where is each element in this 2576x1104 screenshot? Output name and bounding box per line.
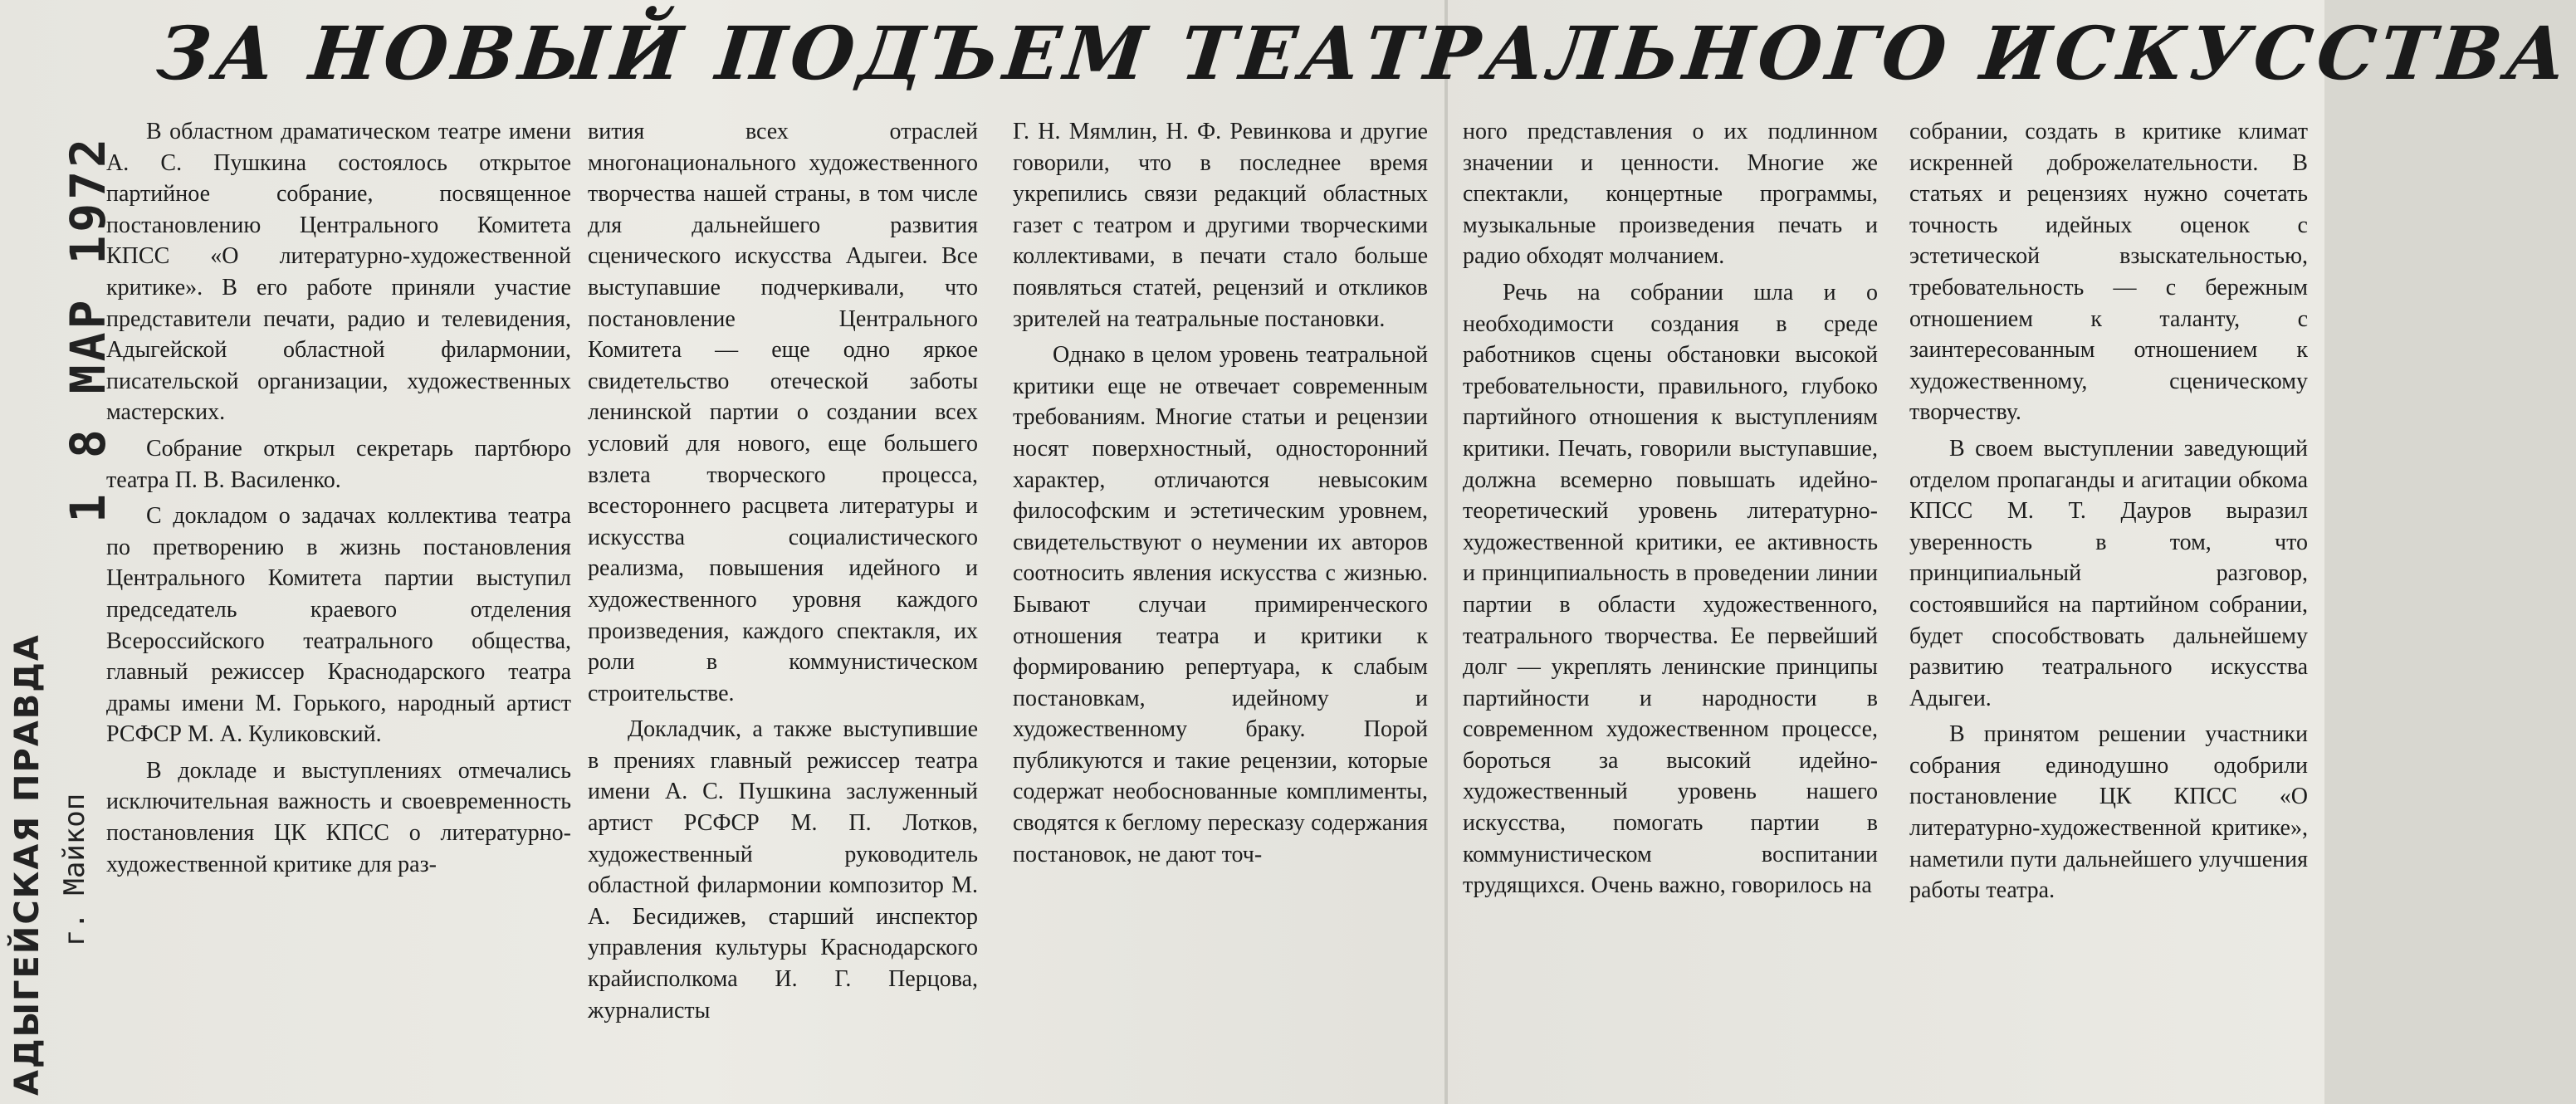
- paper-seam: [1444, 0, 1448, 1104]
- paragraph: Г. Н. Мямлин, Н. Ф. Ревинкова и другие говорили, что в последнее время укрепились связи редакций областных газет с театром и другими творческими коллективами, в печати стало больше появляться статей, рецензий и откликов зрителей на театральные постановки.: [1013, 119, 1428, 332]
- article-column-1: [106, 116, 571, 1096]
- paragraph: Речь на собрании шла и о необходимости создания в среде работников сцены обстановки высокой требовательности, правильного, глубоко партийного отношения к выступлениям критики. Печать, говорили выступавшие, должна всемерно повышать идейно-теоретический уровень литературно-художественной критики, ее активность и принципиальность в проведении линии партии в области художественного, театрального творчества. Ее первейший долг — укреплять ленинские принципы партийности и народности в современном художественном процессе, бороться за высокий идейно-художественный уровень нашего искусства, помогать партии в коммунистическом воспитании трудящихся. Очень важно, говорилось на: [1463, 279, 1878, 899]
- paragraph: В докладе и выступлениях отмечались исключительная важность и своевременность постановления ЦК КПСС о литературно-художественной критике для раз-: [106, 757, 571, 877]
- headline: ЗА НОВЫЙ ПОДЪЕМ ТЕАТРАЛЬНОГО ИСКУССТВА: [153, 10, 2576, 96]
- article-column-4: [1463, 116, 1878, 1096]
- paragraph: В принятом решении участники собрания единодушно одобрили постановление ЦК КПСС «О литературно-художественной критике», наметили пути дальнейшего улучшения работы театра.: [1909, 721, 2308, 904]
- date-stamp: 1 8 МАР 1972: [60, 134, 116, 523]
- paragraph: Докладчик, а также выступившие в прениях главный режиссер театра имени А. С. Пушкина заслуженный артист РСФСР М. П. Лотков, художественный руководитель областной филармонии композитор М. А. Бесидижев, старший инспектор управления культуры Краснодарского крайисполкома И. Г. Перцова, журналисты: [588, 716, 978, 1023]
- paragraph: В областном драматическом театре имени А. С. Пушкина состоялось открытое партийное собрание, посвященное постановлению Центрального Комитета КПСС «О литературно-художественной критике». В его работе приняли участие представители печати, радио и телевидения, Адыгейской областной филармонии, писательской организации, художественных мастерских.: [106, 119, 571, 426]
- paragraph: В своем выступлении заведующий отделом пропаганды и агитации обкома КПСС М. Т. Дауров выразил уверенность в том, что принципиальный разговор, состоявшийся на партийном собрании, будет способствовать дальнейшему развитию театрального искусства Адыгеи.: [1909, 435, 2308, 711]
- article-column-2: [588, 116, 978, 1096]
- article-column-3: [1013, 116, 1428, 1096]
- paragraph: Однако в целом уровень театральной критики еще не отвечает современным требованиям. Многие статьи и рецензии носят поверхностный, односторонний характер, отличаются невысоким философским и эстетическим уровнем, свидетельствуют о неумении их авторов соотносить явления искусства с жизнью. Бывают случаи примиренческого отношения театра и критики к формированию репертуара, к слабым постановкам, идейному и художественному браку. Порой публикуются и такие рецензии, которые содержат необоснованные комплименты, сводятся к беглому пересказу содержания постановок, не дают точ-: [1013, 342, 1428, 867]
- paragraph: Собрание открыл секретарь партбюро театра П. В. Василенко.: [106, 435, 571, 493]
- paragraph: С докладом о задачах коллектива театра по претворению в жизнь постановления Центрального Комитета партии выступил председатель краевого отделения Всероссийского театрального общества, главный режиссер Краснодарского театра драмы имени М. Горького, народный артист РСФСР М. А. Куликовский.: [106, 503, 571, 748]
- publication-city: г. Майкоп: [58, 793, 91, 946]
- paragraph: собрании, создать в критике климат искренней доброжелательности. В статьях и рецензиях нужно сочетать точность идейных оценок с эстетической взыскательностью, требовательность — с бережным отношением к таланту, с заинтересованным отношением к художественному, сценическому творчеству.: [1909, 119, 2308, 426]
- article-column-5: [1909, 116, 2308, 1096]
- paragraph: вития всех отраслей многонационального художественного творчества нашей страны, в том числе для дальнейшего развития сценического искусства Адыгеи. Все выступавшие подчеркивали, что постановление Центрального Комитета — еще одно яркое свидетельство отеческой заботы ленинской партии о создании всех условий для нового, еще большего взлета творческого процесса, всестороннего расцвета литературы и искусства социалистического реализма, повышения идейного и художественного уровня каждого произведения, каждого спектакля, их роли в коммунистическом строительстве.: [588, 119, 978, 706]
- publication-name: АДЫГЕЙСКАЯ ПРАВДА: [8, 633, 46, 1096]
- paragraph: ного представления о их подлинном значении и ценности. Многие же спектакли, концертные программы, музыкальные произведения печать и радио обходят молчанием.: [1463, 119, 1878, 270]
